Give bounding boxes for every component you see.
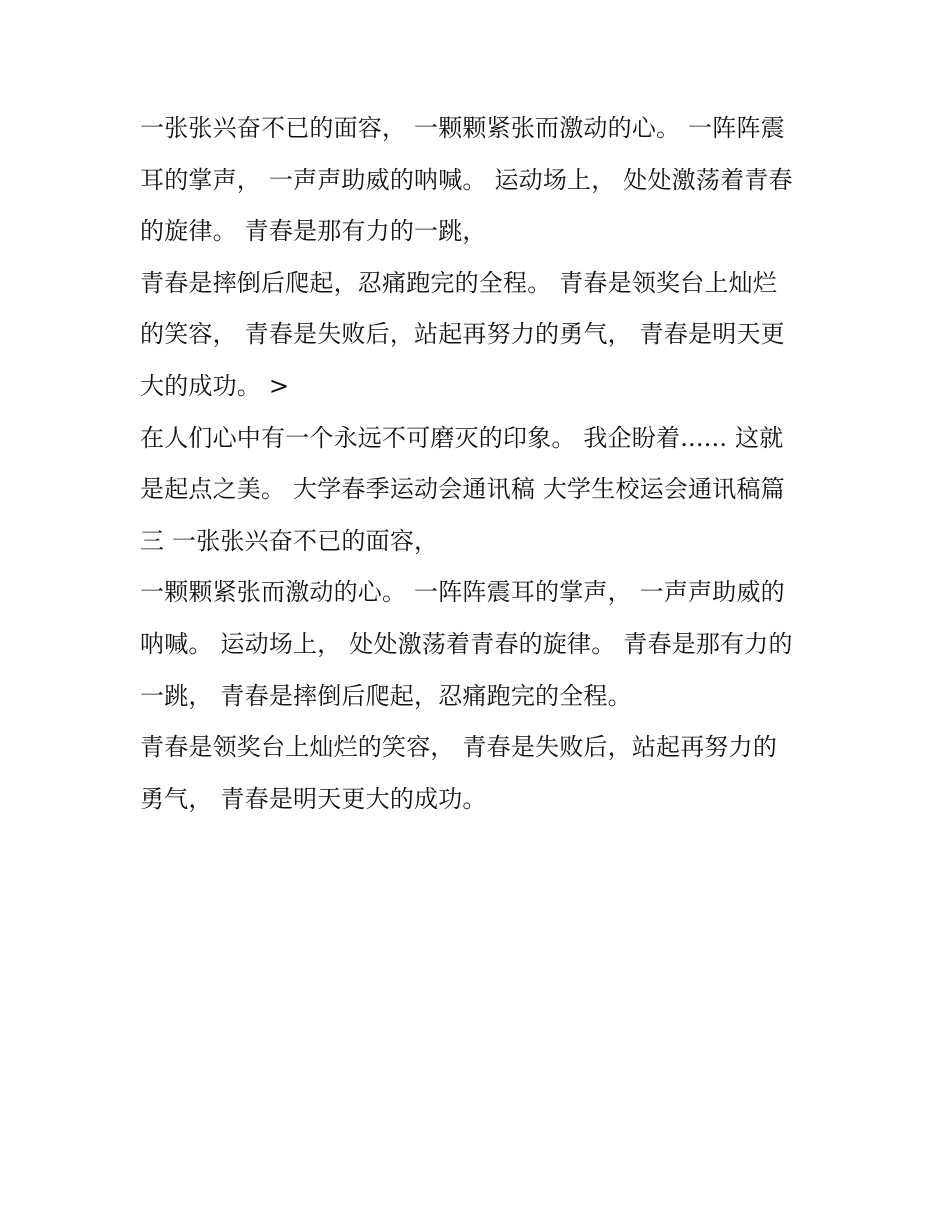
text-line: 勇气， 青春是明天更大的成功。 <box>140 784 487 813</box>
text-line: 青春是领奖台上灿烂的笑容， 青春是失败后，站起再努力的 <box>140 733 778 762</box>
text-line: 一张张兴奋不已的面容， 一颗颗紧张而激动的心。 一阵阵震 <box>140 114 785 142</box>
text-line: 一跳， 青春是摔倒后爬起，忍痛跑完的全程。 <box>140 681 632 710</box>
text-line: 三 一张张兴奋不已的面容， <box>140 526 439 555</box>
text-line: 耳的掌声， 一声声助威的呐喊。 运动场上， 处处激荡着青春 <box>140 165 793 194</box>
text-line: 在人们心中有一个永远不可磨灭的印象。 我企盼着...... 这就 <box>140 423 784 452</box>
text-line: 大的成功。 > <box>140 371 290 400</box>
text-line: 一颗颗紧张而激动的心。 一阵阵震耳的掌声， 一声声助威的 <box>140 578 785 607</box>
text-line: 的旋律。 青春是那有力的一跳， <box>140 217 487 246</box>
text-line: 青春是摔倒后爬起，忍痛跑完的全程。 青春是领奖台上灿烂 <box>140 268 778 297</box>
text-line: 是起点之美。 大学春季运动会通讯稿 大学生校运会通讯稿篇 <box>140 475 785 504</box>
document-body <box>140 103 820 825</box>
text-line: 呐喊。 运动场上， 处处激荡着青春的旋律。 青春是那有力的 <box>140 629 793 658</box>
text-line: 的笑容， 青春是失败后，站起再努力的勇气， 青春是明天更 <box>140 320 785 349</box>
